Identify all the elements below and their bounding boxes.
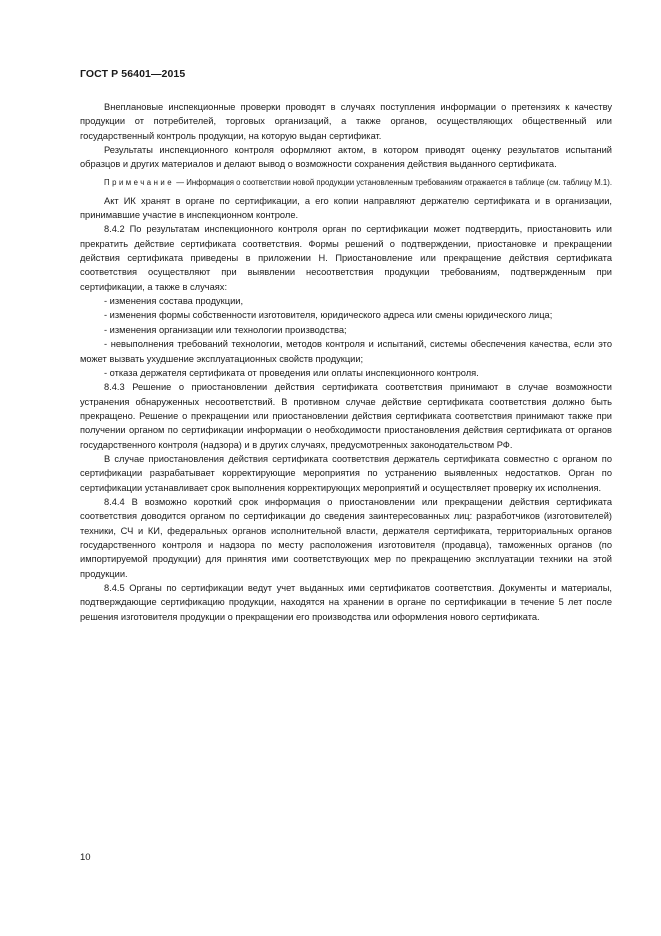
- list-item: - изменения формы собственности изготовителя, юридического адреса или смены юридического лица;: [104, 310, 553, 321]
- document-id-header: ГОСТ Р 56401—2015: [80, 68, 186, 80]
- paragraph-act-storage: Акт ИК хранят в органе по сертификации, а его копии направляют держателю сертификата и в организации, принимавшие участие в инспекционном контроле.: [80, 195, 612, 221]
- paragraph-8-4-2: 8.4.2 По результатам инспекционного контроля орган по сертификации может подтвердить, приостановить или прекратить действие сертификата соответствия. Формы решений о подтверждении, приостановке и прекращении действия сертификата приведены в приложении Н. Приостановление или прекращение действия сертификата соответствия осуществляют при выявлении несоответствия продукции требованиям, подтвержденным при сертификации, а также в случаях:: [80, 224, 612, 292]
- note: [80, 177, 612, 188]
- paragraph-inspection-results: Результаты инспекционного контроля оформляют актом, в котором приводят оценку результатов испытаний образцов и других материалов и делают вывод о возможности сохранения действия выданного сертификата.: [80, 145, 612, 170]
- paragraph-corrective-measures: В случае приостановления действия сертификата соответствия держатель сертификата совместно с органом по сертификации разрабатывает корректирующие мероприятия по устранению выявленных недостатков. Орган по сертификации устанавливает срок выполнения корректирующих мероприятий и осуществляет проверку их исполнения.: [80, 453, 612, 493]
- paragraph-8-4-4: 8.4.4 В возможно короткий срок информация о приостановлении или прекращении действия сертификата соответствия доводится органом по сертификации до сведения заинтересованных лиц: разработчиков (изготовителей) техники, СЧ и КИ, федеральных органов исполнительной власти, держателя сертификата, территориальных органов государственного контроля и надзора по месту расположения изготовителя (продавца), таможенных органов (по импортируемой продукции) для принятия ими соответствующих мер по прекращению эксплуатации техники на этой продукции.: [80, 496, 612, 579]
- body-text: [80, 100, 612, 624]
- list-item: - изменения состава продукции,: [104, 296, 244, 307]
- note-text: — Информация о соответствии новой продукции установленным требованиям отражается в таблице (см. таблицу М.1).: [174, 177, 612, 187]
- paragraph-8-4-5: 8.4.5 Органы по сертификации ведут учет выданных ими сертификатов соответствия. Документы и материалы, подтверждающие сертификацию продукции, находятся на хранении в органе по сертификации в течение 5 лет после решения изготовителя продукции о прекращении его производства или оформления нового сертификата.: [80, 583, 612, 622]
- paragraph-8-4-3: 8.4.3 Решение о приостановлении действия сертификата соответствия принимают в случае возможности устранения обнаруженных несоответствий. В противном случае действие сертификата соответствия должно быть прекращено. Решение о прекращении или приостановлении действия сертификата соответствия принимают также при получении органом по сертификации информации о необходимости приостановления действия сертификата от органов государственного контроля (надзора) и в других случаях, предусмотренных законодательством РФ.: [80, 382, 612, 450]
- paragraph-unplanned-checks: Внеплановые инспекционные проверки проводят в случаях поступления информации о претензиях к качеству продукции от потребителей, торговых организаций, а также органов, осуществляющих общественный или государственный контроль продукции, на которую выдан сертификат.: [80, 102, 612, 141]
- list-item: - невыполнения требований технологии, методов контроля и испытаний, системы обеспечения качества, если это может вызвать ухудшение эксплуатационных свойств продукции;: [80, 339, 612, 364]
- note-label: Примечание: [104, 177, 175, 187]
- list-item: - отказа держателя сертификата от проведения или оплаты инспекционного контроля.: [104, 367, 479, 378]
- page-number: 10: [80, 852, 91, 863]
- list-item: - изменения организации или технологии производства;: [104, 324, 347, 335]
